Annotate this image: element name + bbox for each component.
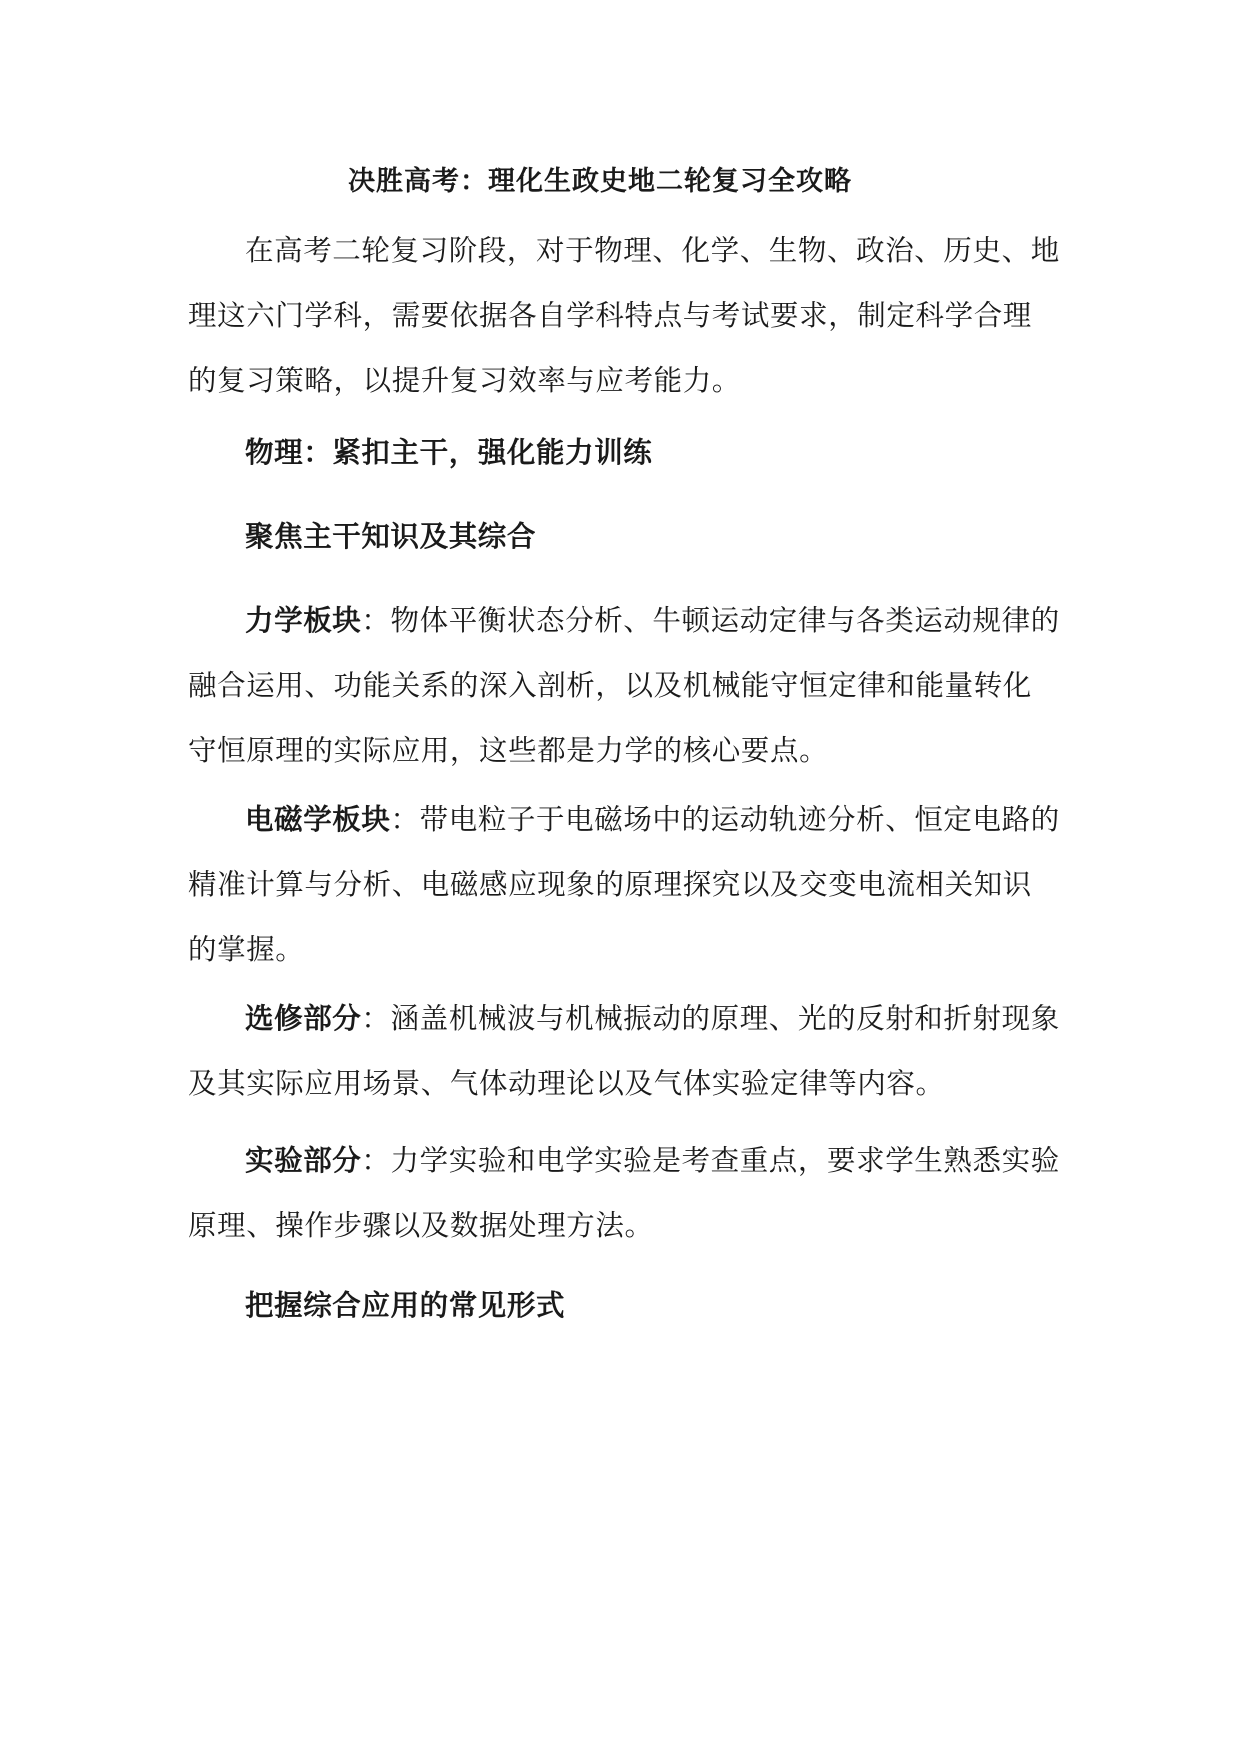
subsection-heading-core-knowledge: 聚焦主干知识及其综合 [245, 520, 537, 553]
elective-label: 选修部分 [245, 1002, 362, 1035]
section-heading-physics: 物理：紧扣主干，强化能力训练 [245, 436, 653, 469]
experiment-paragraph [188, 1128, 1060, 1258]
mechanics-paragraph [188, 588, 1060, 783]
experiment-text: ：力学实验和电学实验是考查重点，要求学生熟悉实验原理、操作步骤以及数据处理方法。 [188, 1144, 1060, 1242]
electromagnetism-label: 电磁学板块 [245, 803, 391, 836]
subsection-heading-application-forms: 把握综合应用的常见形式 [245, 1289, 566, 1322]
electromagnetism-paragraph [188, 787, 1060, 982]
mechanics-label: 力学板块 [245, 604, 362, 637]
elective-paragraph [188, 986, 1060, 1116]
document-title: 决胜高考：理化生政史地二轮复习全攻略 [348, 166, 852, 197]
mechanics-text: ：物体平衡状态分析、牛顿运动定律与各类运动规律的融合运用、功能关系的深入剖析，以及机械能守恒定律和能量转化守恒原理的实际应用，这些都是力学的核心要点。 [188, 604, 1060, 767]
elective-text: ：涵盖机械波与机械振动的原理、光的反射和折射现象及其实际应用场景、气体动理论以及气体实验定律等内容。 [188, 1002, 1060, 1100]
intro-paragraph: 在高考二轮复习阶段，对于物理、化学、生物、政治、历史、地理这六门学科，需要依据各自学科特点与考试要求，制定科学合理的复习策略，以提升复习效率与应考能力。 [188, 234, 1060, 397]
experiment-label: 实验部分 [245, 1144, 362, 1177]
electromagnetism-text: ：带电粒子于电磁场中的运动轨迹分析、恒定电路的精准计算与分析、电磁感应现象的原理探究以及交变电流相关知识的掌握。 [188, 803, 1060, 966]
